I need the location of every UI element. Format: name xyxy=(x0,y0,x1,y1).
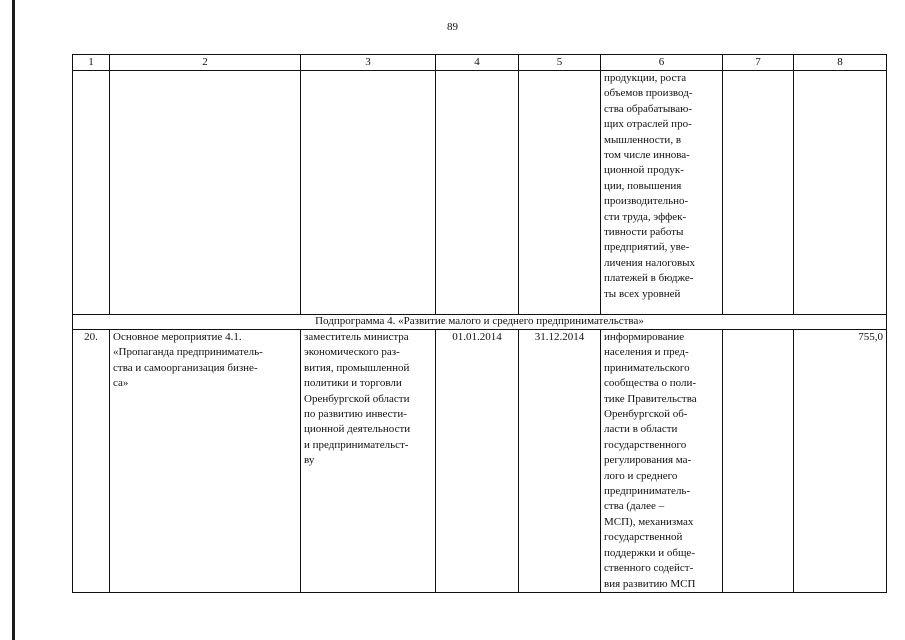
continuation-row xyxy=(73,71,887,315)
row-number: 20. xyxy=(73,330,110,593)
program-table xyxy=(72,54,887,593)
result-cell xyxy=(601,330,723,593)
column-header-7: 7 xyxy=(723,55,794,71)
page-number: 89 xyxy=(447,21,458,33)
subprogram-title: Подпрограмма 4. «Развитие малого и среднего предпринимательства» xyxy=(73,315,887,330)
executor: заместитель министра экономического раз- вития, промышленной политики и торговли Оренбургской области по развитию инвести- ционной деятельности и предпринимательст- ву xyxy=(304,331,411,467)
column-header-6: 6 xyxy=(601,55,723,71)
column-header-2: 2 xyxy=(110,55,301,71)
column-7-cell xyxy=(723,330,794,593)
cont-cell-5 xyxy=(519,71,601,315)
subprogram-row xyxy=(73,315,887,330)
column-header-8: 8 xyxy=(794,55,887,71)
cont-cell-4 xyxy=(436,71,519,315)
end-date: 31.12.2014 xyxy=(519,330,601,593)
table-row xyxy=(73,330,887,593)
cont-cell-3 xyxy=(301,71,436,315)
column-header-4: 4 xyxy=(436,55,519,71)
activity-name-cell xyxy=(110,330,301,593)
cont-cell-2 xyxy=(110,71,301,315)
start-date: 01.01.2014 xyxy=(436,330,519,593)
cont-cell-1 xyxy=(73,71,110,315)
activity-name: Основное мероприятие 4.1. «Пропаганда предприниматель- ства и самоорганизация бизне- са» xyxy=(113,331,263,390)
expected-result: информирование населения и пред- принимательского сообщества о поли- тике Правительства Оренбургской об- ласти в области государственного регулирования ма- лого и среднего предприниматель- ства (далее – МСП), механизмах государственной поддержки и обще- ственного содейст- вия развитию МСП xyxy=(604,331,697,590)
column-number-row xyxy=(73,55,887,71)
funding-amount: 755,0 xyxy=(794,330,887,593)
column-header-1: 1 xyxy=(73,55,110,71)
column-header-5: 5 xyxy=(519,55,601,71)
cont-cell-7 xyxy=(723,71,794,315)
executor-cell xyxy=(301,330,436,593)
cont-cell-8 xyxy=(794,71,887,315)
cont-cell-result xyxy=(601,71,723,315)
cont-result-text: продукции, роста объемов производ- ства обрабатываю- щих отраслей про- мышленности, в том числе иннова- ционной продук- ции, повышения производительно- сти труда, эффек- тивности работы предприятий, уве- личения налоговых платежей в бюдже- ты всех уровней xyxy=(604,72,696,300)
binding-edge xyxy=(12,0,15,640)
column-header-3: 3 xyxy=(301,55,436,71)
